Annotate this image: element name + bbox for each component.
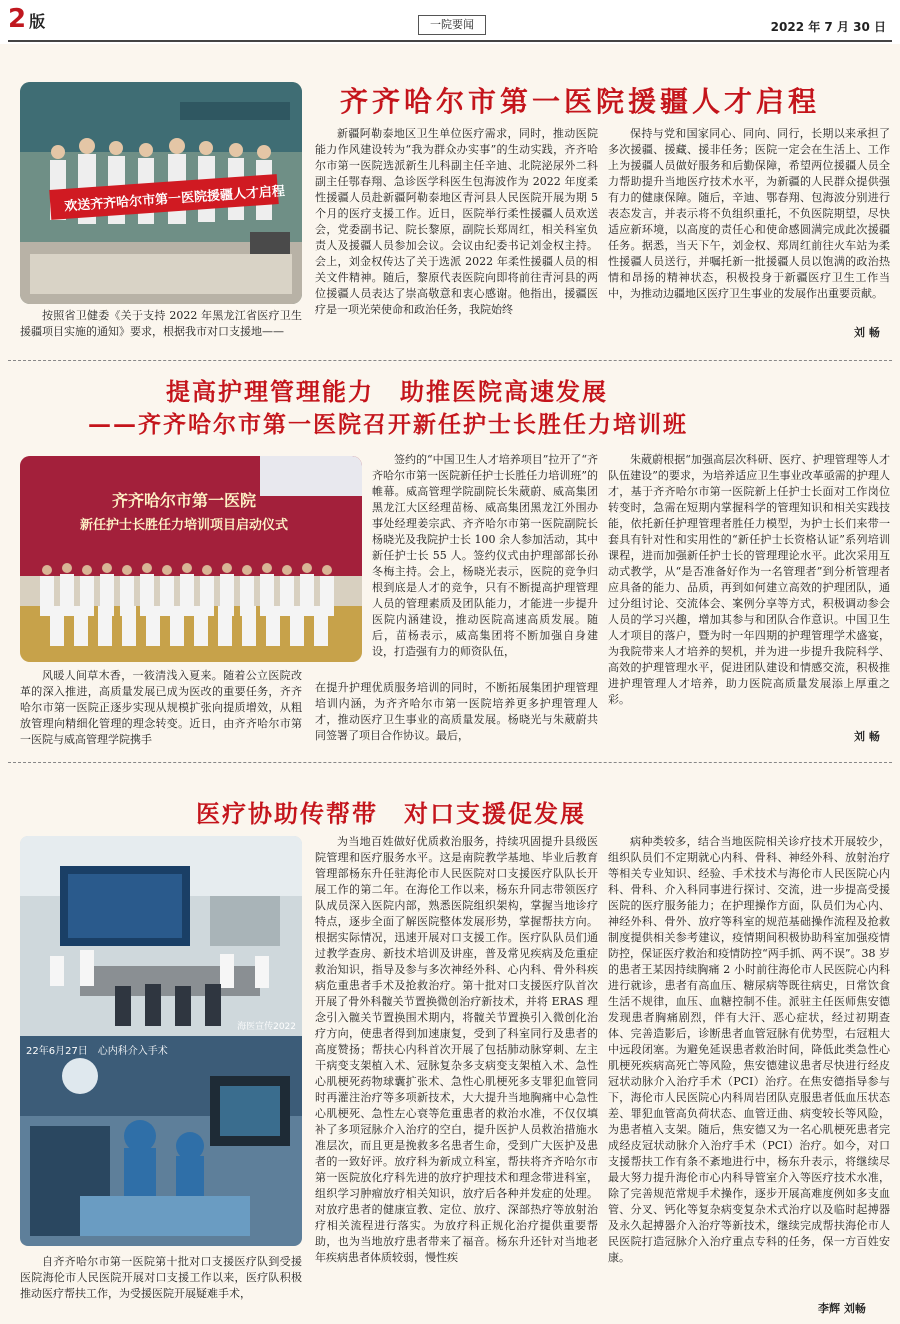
article2-caption-text: 风暖人间草木香，一筱清浅入夏来。随着公立医院改革的深入推进，高质量发展已成为医改的重要任务，齐齐哈尔市第一医院正逐步实现从规模扩张向提质增效，从粗放管理向精细化管理的理念转变。近日，由齐齐哈尔市第一医院与威高管理学院携手 [20, 669, 302, 746]
divider-2 [8, 762, 892, 763]
article2-byline: 刘 畅 [854, 730, 880, 743]
article2-column-2-top: 签约的“中国卫生人才培养项目”拉开了“齐齐哈尔市第一医院新任护士长胜任力培训班”的帷幕。威高管理学院副院长朱葳蔚、威高集团黑龙江大区经理苗杨、威高集团黑龙江外围办事处经理姜宗武、齐齐哈尔市第一医院副院长杨晓光及我院护士长 100 余人参加活动，其中新任护士长 55 人。签约仪式由护理部部长孙冬梅主持。会上，杨晓光表示，医院的竞争归根到底是人才的竞争，只有不断提高护理管理人员的管理素质及团队能力，才能进一步提升医院内涵建设，推动医院高速高质发展。随后，苗杨表示，威高集团将不断加强自身建设，打造强有力的师资队伍， [372, 453, 598, 658]
article2-photo-banner-line1: 齐齐哈尔市第一医院 [112, 491, 257, 510]
article3-byline: 李辉 刘畅 [818, 1302, 866, 1315]
article3-title: 医疗协助传帮带 对口支援促发展 [196, 799, 586, 828]
article1-photo-banner: 欢送齐齐哈尔市第一医院援疆人才启程 [63, 184, 286, 215]
article2-title: 提高护理管理能力 助推医院高速发展 [166, 377, 608, 406]
article1-title: 齐齐哈尔市第一医院援疆人才启程 [340, 85, 821, 118]
article1-photo [20, 82, 302, 304]
article1-byline: 刘 畅 [854, 326, 880, 339]
issue-date: 2022 年 7 月 30 日 [770, 20, 886, 34]
article2-column-3: 朱葳蔚根据“加强高层次科研、医疗、护理管理等人才队伍建设”的要求，为培养适应卫生事业改革亟需的护理人才，基于齐齐哈尔市第一医院新上任护士长面对工作岗位转变时，急需在短期内掌握科学的管理知识和相关实践技能，依托新任护理管理者胜任力模型，为护士长们来带一套具有针对性和实用性的“新任护士长资格认证”系列培训课程，进而加强新任护士长的管理理论水平。此次采用互动式教学，从“是否准备好作为一名管理者”到分析管理者应具备的能力、品质，再到如何建立高效的护理团队，通过分组讨论、交流体会、案例分享等方式，积极调动参会人员的学习兴趣，增加其参与和团队合作意识。中国卫生人才项目的落户，暨为时一年四期的护理管理学术盛宴，为我院带来人才培养的契机，并为进一步提升我院科学、高效的护理管理水平，促进团队建设和情感交流，积极推进护理管理人才培养，助力医院高质量发展添上厚重之彩。 [608, 453, 890, 706]
article2-subtitle: ——齐齐哈尔市第一医院召开新任护士长胜任力培训班 [88, 411, 688, 438]
article3-caption-text: 自齐齐哈尔市第一医院第十批对口支援医疗队到受援医院海伦市人民医院开展对口支援工作以来，医疗队积极推动医疗帮扶工作，为受援医院开展疑难手术， [20, 1255, 302, 1300]
article3-photo-2 [20, 1036, 302, 1246]
masthead-rule [8, 40, 892, 42]
article3-photo-2-timestamp: 22年6月27日 心内科介入手术 [26, 1046, 168, 1057]
article3-photo-1 [20, 836, 302, 1036]
section-label: 一院要闻 [418, 15, 486, 35]
article3-column-3: 病种类较多，结合当地医院相关诊疗技术开展较少，组织队员们不定期就心内科、骨科、神经外科、放射治疗等相关专业知识、经验、手术技术与海伦市人民医院心内科、骨科、介入科同事进行探讨、交流，进一步提高受援医院的医疗服务能力；在护理操作方面，队员们为心内、神经外科、骨外、放疗等科室的规范基础操作流程及抢救制度提供相关参考建议，疫情期间积极协助科室加强疫情防控，保证医疗救治和疫情防控“两手抓、两不误”。38 岁的患者王某因持续胸痛 2 小时前往海伦市人民医院心内科进行就诊，患者有高血压、糖尿病等既往病史，日常饮食生活不规律，血压、血糖控制不佳。派驻主任医师焦安德发现患者胸痛剧烈，伴有大汗、恶心症状，经过初期查体、完善造影后，诊断患者血管冠脉有优势型，右冠粗大中远段闭塞。为避免延误患者救治时间，降低此类急性心肌梗死疾病高死亡等风险，焦安德建议患者尽快进行经皮冠状动脉介入治疗手术（PCI）治疗。在焦安德指导参与下，海伦市人民医院心内科周岩团队克服患者低血压状态差、罪犯血管高负荷状态、血管迂曲、病变较长等风险，为患者植入支架。随后，焦安德又为一名心肌梗死患者完成经皮冠状动脉介入治疗手术（PCI）治疗。如今，对口支援帮扶工作有条不紊地进行中，杨东升表示，将继续尽最大努力提升海伦市心内科导管室介入等医疗技术水准，除了完善规范常规手术操作，逐步开展高难度例如多支血管、分叉、钙化等复杂病变复杂术式治疗以及临时起搏器及永久起搏器介入治疗等新技术，继续完成帮扶海伦市人民医院打造冠脉介入治疗重点专科的任务，保一方百姓安康。 [608, 835, 890, 1264]
page-number: 2 版 [8, 4, 46, 34]
article2-photo [20, 456, 362, 662]
article1-column-3: 保持与党和国家同心、同向、同行，长期以来承担了多次援疆、援藏、援非任务；医院一定会在生活上、工作上为援疆人员做好服务和后勤保障，希望两位援疆人员全力帮助提升当地医疗技术水平，为新疆的人民群众提供强有力的健康保障。随后，辛迪、鄂春翔、包海波分别进行表态发言，并表示将不负组织重托，不负医院期望，尽快适应新环境，以高度的责任心和使命感圆满完成此次援疆任务。据悉，当天下午，刘金权、郑周红前往火车站为柔性援疆人员送行，并嘱托新一批援疆人员以饱满的政治热情和昂扬的精神状态，积极投身于新疆医疗卫生工作当中，为推动边疆地区医疗卫生事业的发展作出重要贡献。 [608, 127, 890, 300]
article3-column-2: 为当地百姓做好优质救治服务，持续巩固提升县级医院管理和医疗服务水平。这是南院教学基地、毕业后教育管理部杨东升任驻海伦市人民医院对口支援医疗队队长开展工作的第二年。在海伦工作以来，杨东升同志带领医疗队成员深入医院内部，熟悉医院组织架构，掌握当地诊疗特点，逐步全面了解医院整体发展形势，掌握帮扶方向。根据实际情况，迅速开展对口支援工作。医疗队队员们通过教学查房、新技术培训及讲座，普及常见疾病及危重症救治知识，指导及参与多次神经外科、心内科、骨外科疾病危重患者手术及抢救治疗。第十批对口支援医疗队首次开展了骨外科髋关节置换微创治疗新技术，并将 ERAS 理念引入髋关节置换围术期内，将髋关节置换引入微创化治疗方向，使患者得到加速康复，受到了科室同行及患者的高度赞扬；帮扶心内科首次开展了包括肺动脉穿刺、左主干病变支架植入术、冠脉复杂多支病变支架植入术、急性心肌梗死药物球囊扩张术、急性心肌梗死多支罪犯血管同时再灌注治疗等多项新技术，大大提升当地胸痛中心急性心肌梗死、急性左心衰等危重患者的救治水准，不仅仅填补了多项冠脉介入治疗的空白，提升医护人员救治措施水准层次，而且更是挽救多名患者生命，受到广大医护及患者的一致好评。放疗科为新成立科室，帮扶将齐齐哈尔市第一医院放化疗科先进的放疗护理技术和理念带进科室，组织学习肿瘤放疗相关知识，放疗后各种并发症的处理。对放疗患者的健康宣教、定位、放疗、深部热疗等放射治疗相关流程进行落实。为放疗科正规化治疗提供重要帮助，也为当地放疗患者带来了福音。杨东升还针对当地老年疾病患者体质较弱，慢性疾 [315, 835, 598, 1264]
article2-column-2-bottom: 在提升护理优质服务培训的同时，不断拓展集团护理管理培训内涵，为齐齐哈尔市第一医院培养更多护理管理人才，推动医疗卫生事业的高质量发展。杨晓光与朱葳蔚共同签署了项目合作协议。最后， [315, 681, 598, 742]
article1-column-2: 新疆阿勒泰地区卫生单位医疗需求，同时，推动医院能力作风建设转为“我为群众办实事”的生动实践，齐齐哈尔市第一医院选派新生儿科副主任辛迪、北院泌尿外二科副主任鄂春翔、急诊医学科医生包海波作为 2022 年度柔性援疆人员赴新疆阿勒泰地区青河县人民医院开展为期 5 个月的医疗支援工作。近日，医院举行柔性援疆人员欢送会，党委副书记、院长黎原，副院长郑周红，相关科室负责人及援疆人员参加会议。会议由纪委书记刘金权主持。会上，刘金权传达了关于选派 2022 年柔性援疆人员的相关文件精神。随后，黎原代表医院向即将前往青河县的两位援疆人员表达了崇高敬意和衷心感谢。他指出，援疆医疗是一项光荣使命和政治任务，我院始终 [315, 127, 598, 316]
article3-photo-1-watermark: 海医宣传2022 [237, 1022, 296, 1032]
article2-photo-banner-line2: 新任护士长胜任力培训项目启动仪式 [80, 518, 289, 533]
divider-1 [8, 360, 892, 361]
masthead [0, 0, 900, 44]
article1-caption-text: 按照省卫健委《关于支持 2022 年黑龙江省医疗卫生援疆项目实施的通知》要求，根据我市对口支援地—— [20, 309, 302, 338]
